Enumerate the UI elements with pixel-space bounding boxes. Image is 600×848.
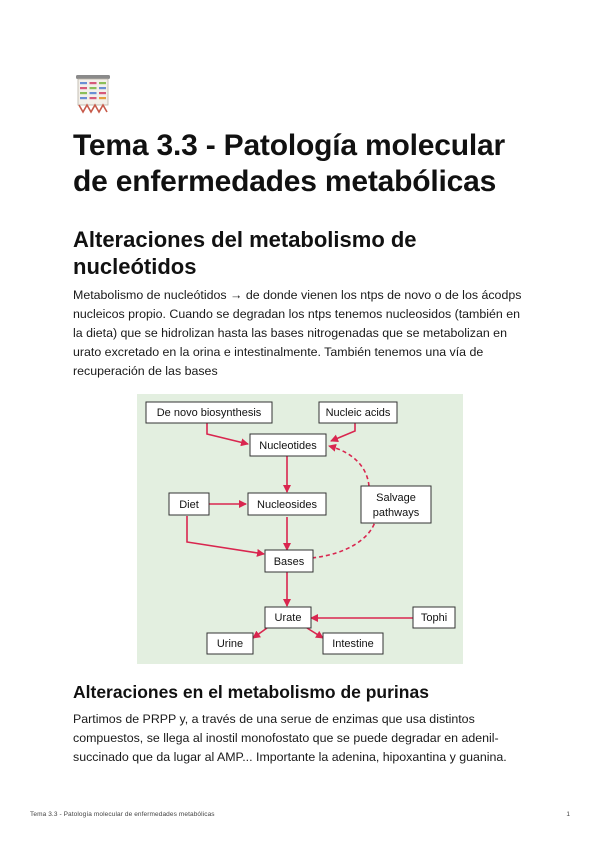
node-nucleic-acids bbox=[319, 402, 397, 423]
node-nucleosides bbox=[248, 493, 326, 515]
node-bases bbox=[265, 550, 313, 572]
node-salvage-label-2: pathways bbox=[372, 507, 420, 519]
dna-gel-icon bbox=[74, 74, 112, 114]
arrow-bases-dashed-to-salvage bbox=[312, 522, 375, 558]
node-intestine-label: Intestine bbox=[332, 638, 374, 650]
page-title: Tema 3.3 - Patología molecular de enfermedades metabólicas bbox=[73, 129, 505, 198]
section-paragraph-purines: Partimos de PRPP y, a través de una serue de enzimas que usa distintos compuestos, se llega al inostil monofostato que se puede degradar en adenil-succinado que da lugar al AMP... Importante la adenina, hipoxantina y guanina. bbox=[73, 712, 507, 764]
node-nucleic-acids-label: Nucleic acids bbox=[325, 407, 391, 419]
node-nucleotides bbox=[250, 434, 326, 456]
node-salvage-pathways bbox=[361, 486, 431, 523]
node-urine bbox=[207, 633, 253, 654]
arrow-nucleicacids-to-nucleotides bbox=[331, 423, 355, 441]
node-intestine bbox=[323, 633, 383, 654]
node-nucleotides-label: Nucleotides bbox=[259, 440, 317, 452]
node-tophi-label: Tophi bbox=[420, 612, 448, 624]
node-salvage-label-1: Salvage bbox=[376, 492, 416, 504]
section-paragraph-nucleotides: Metabolismo de nucleótidos → de donde vienen los ntps de novo o de los ácodps nucleicos propio. Cuando se degradan los ntps tenemos nucleosidos (también en la dieta) que se hidrolizan hasta las bases nitrogenadas que se metabolizan en urato excretado en la orina e intestinalmente. También tenemos una vía de recuperación de las bases bbox=[73, 288, 522, 378]
node-tophi bbox=[413, 607, 455, 628]
node-bases-label: Bases bbox=[273, 556, 305, 568]
section-heading-nucleotides: Alteraciones del metabolismo de nucleótidos bbox=[73, 227, 417, 279]
node-urate-label: Urate bbox=[274, 612, 302, 624]
node-diet bbox=[169, 493, 209, 515]
node-nucleosides-label: Nucleosides bbox=[257, 499, 317, 511]
node-diet-label: Diet bbox=[179, 499, 199, 511]
arrow-salvage-dashed-to-nucleotides bbox=[329, 446, 369, 486]
arrow-denovo-to-nucleotides bbox=[207, 423, 248, 444]
arrow-urate-to-urine bbox=[253, 628, 267, 638]
node-de-novo bbox=[146, 402, 272, 423]
arrow-urate-to-intestine bbox=[307, 628, 323, 638]
page-number: 1 bbox=[566, 811, 570, 818]
nucleotide-metabolism-diagram bbox=[137, 394, 463, 664]
node-urine-label: Urine bbox=[216, 638, 244, 650]
node-de-novo-label: De novo biosynthesis bbox=[156, 407, 262, 419]
node-urate bbox=[265, 607, 311, 628]
arrow-diet-to-bases bbox=[187, 516, 264, 554]
footer-title: Tema 3.3 - Patología molecular de enfermedades metabólicas bbox=[30, 811, 215, 818]
section-heading-purines: Alteraciones en el metabolismo de purinas bbox=[73, 682, 429, 702]
